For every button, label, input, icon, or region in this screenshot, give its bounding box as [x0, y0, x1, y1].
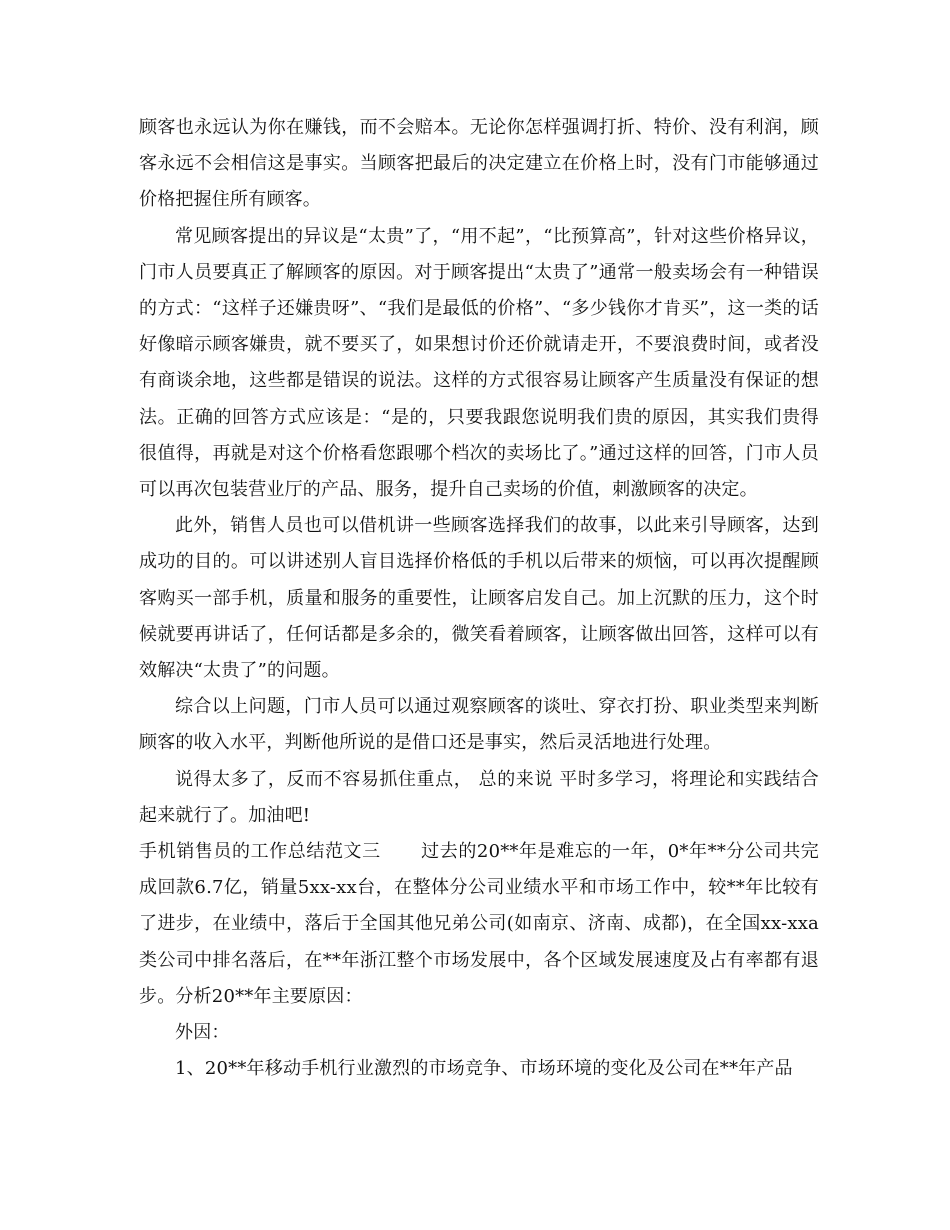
section-heading: 手机销售员的工作总结范文三	[139, 841, 381, 863]
paragraph: 1、20**年移动手机行业激烈的市场竞争、市场环境的变化及公司在**年产品	[175, 1058, 793, 1080]
section-body: 过去的20**年是难忘的一年，0*年**分公司共完成回款6.7亿，销量5xx-xx台，在整体分公司业绩水平和市场工作中，较**年比较有了进步，在业绩中，落后于全国其他兄弟公司(如南京、济南、成都)，在全国xx-xxa类公司中排名落后，在**年浙江整个市场发展中，各个区域发展速度及占有率都有退步。分析20**年主要原因：	[139, 841, 819, 1007]
section-paragraph	[139, 834, 819, 1015]
paragraph: 此外，销售人员也可以借机讲一些顾客选择我们的故事，以此来引导顾客，达到成功的目的。可以讲述别人盲目选择价格低的手机以后带来的烦恼，可以再次提醒顾客购买一部手机，质量和服务的重要性，让顾客启发自己。加上沉默的压力，这个时候就要再讲话了，任何话都是多余的，微笑看着顾客，让顾客做出回答，这样可以有效解决“太贵了”的问题。	[139, 515, 819, 682]
document-body	[139, 110, 819, 1087]
paragraph: 外因：	[175, 1022, 230, 1044]
paragraph: 常见顾客提出的异议是“太贵”了，“用不起”，“比预算高”，针对这些价格异议，门市人员要真正了解顾客的原因。对于顾客提出“太贵了”通常一般卖场会有一种错误的方式：“这样子还嫌贵呀”、“我们是最低的价格”、“多少钱你才肯买”，这一类的话好像暗示顾客嫌贵，就不要买了，如果想讨价还价就请走开，不要浪费时间，或者没有商谈余地，这些都是错误的说法。这样的方式很容易让顾客产生质量没有保证的想法。正确的回答方式应该是：“是的，只要我跟您说明我们贵的原因，其实我们贵得很值得，再就是对这个价格看您跟哪个档次的卖场比了。”通过这样的回答，门市人员可以再次包装营业厅的产品、服务，提升自己卖场的价值，刺激顾客的决定。	[139, 225, 819, 501]
paragraph: 综合以上问题，门市人员可以通过观察顾客的谈吐、穿衣打扮、职业类型来判断顾客的收入水平，判断他所说的是借口还是事实，然后灵活地进行处理。	[139, 696, 819, 754]
paragraph: 说得太多了，反而不容易抓住重点， 总的来说 平时多学习，将理论和实践结合起来就行了。加油吧!	[139, 768, 819, 826]
paragraph: 顾客也永远认为你在赚钱，而不会赔本。无论你怎样强调打折、特价、没有利润，顾客永远不会相信这是事实。当顾客把最后的决定建立在价格上时，没有门市能够通过价格把握住所有顾客。	[139, 117, 819, 211]
